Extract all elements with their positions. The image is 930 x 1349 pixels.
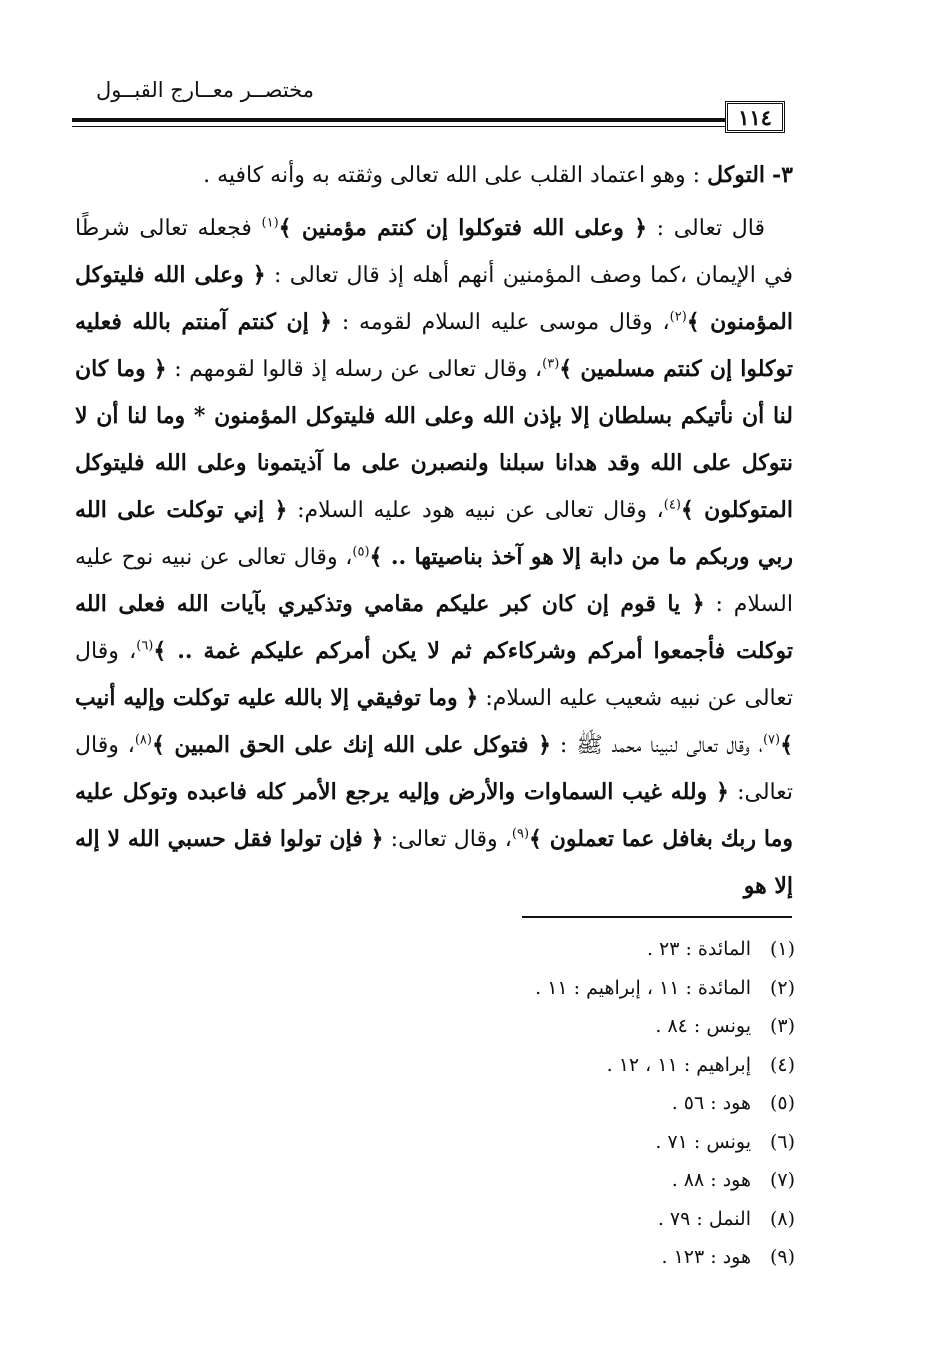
- definition-text: : وهو اعتماد القلب على الله تعالى وثقته به وأنه كافيه .: [203, 163, 701, 188]
- quran-verse: ﴿ إن كنتم آمنتم بالله فعليه توكلوا إن كنتم مسلمين ﴾: [75, 309, 794, 382]
- quran-verse: ﴿ فإن تولوا فقل حسبي الله لا إله إلا هو: [75, 826, 793, 899]
- footnote-text: النمل : ٧٩ .: [657, 1207, 751, 1230]
- text-segment: قال تعالى :: [647, 216, 766, 241]
- item-number: ٣-: [772, 162, 793, 188]
- footnote-item: [420, 1046, 795, 1085]
- quran-verse: ﴿ وعلى الله فتوكلوا إن كنتم مؤمنين ﴾: [278, 215, 648, 241]
- body-paragraph: [75, 205, 793, 910]
- quran-verse: ﴿ إني توكلت على الله ربي وربكم ما من دابة إلا هو آخذ بناصيتها .. ﴾: [75, 497, 793, 570]
- quran-verse: ﴿ وما توفيقي إلا بالله عليه توكلت وإليه أنيب ﴾: [75, 685, 793, 758]
- text-segment: ، وقال تعالى عن نبيه نوح عليه السلام :: [75, 545, 793, 617]
- footnote-text: المائدة : ٢٣ .: [646, 938, 751, 960]
- footnote-ref: (٧): [762, 732, 781, 748]
- footnote-ref: (٥): [352, 544, 370, 560]
- footnote-item: [420, 1123, 795, 1162]
- page-number: ١١٤: [725, 101, 785, 133]
- footnote-ref: (٩): [511, 826, 530, 842]
- text-segment: فجعله تعالى شرطًا في الإيمان ،كما وصف المؤمنين أنهم أهله إذ قال تعالى :: [75, 216, 793, 288]
- main-text: [75, 152, 793, 910]
- text-segment: ، وقال تعالى:: [75, 733, 793, 805]
- footnote-ref: (٨): [134, 732, 152, 748]
- footnote-ref: (٣): [542, 356, 560, 372]
- footnote-text: المائدة : ١١ ، إبراهيم : ١١ .: [535, 976, 751, 999]
- quran-verse: ﴿ ولله غيب السماوات والأرض وإليه يرجع الأمر كله فاعبده وتوكل عليه وما ربك بغافل عما تعملون ﴾: [75, 779, 794, 852]
- footnote-text: هود : ٨٨ .: [671, 1169, 751, 1191]
- footnote-ref: (٦): [136, 638, 154, 654]
- footnote-item: [420, 930, 795, 969]
- footnote-number: (٨): [769, 1207, 795, 1230]
- footnote-ref: (٢): [669, 309, 687, 325]
- text-segment: ، وقال تعالى عن رسله إذ قالوا لقومهم :: [166, 357, 543, 382]
- header-rule-thick: [72, 118, 728, 122]
- footnote-number: (٢): [769, 976, 795, 999]
- footnote-item: [420, 1238, 795, 1277]
- footnote-number: (٤): [769, 1053, 795, 1076]
- footnote-separator: [522, 916, 792, 918]
- footnote-item: [420, 1161, 795, 1200]
- footnote-item: [420, 969, 795, 1008]
- definition-term: التوكل: [707, 162, 766, 188]
- footnote-ref: (٤): [663, 497, 681, 513]
- footnote-text: يونس : ٧١ .: [655, 1130, 751, 1153]
- text-segment: ، وقال موسى عليه السلام لقومه :: [332, 310, 670, 335]
- quran-verse: ﴿ فتوكل على الله إنك على الحق المبين ﴾: [151, 732, 551, 758]
- footnote-number: (٥): [769, 1092, 795, 1114]
- running-header-title: مختصــر معــارج القبــول: [96, 78, 314, 102]
- footnote-ref: (١): [261, 215, 279, 231]
- quran-verse: ﴿ يا قوم إن كان كبر عليكم مقامي وتذكيري بآيات الله فعلى الله توكلت فأجمعوا أمركم وشركاءكم ثم لا يكن أمركم عليكم غمة .. ﴾: [75, 591, 794, 664]
- quran-verse: ﴿ وعلى الله فليتوكل المؤمنون ﴾: [75, 262, 793, 335]
- footnote-number: (٦): [769, 1130, 795, 1153]
- footnote-text: إبراهيم : ١١ ، ١٢ .: [606, 1053, 751, 1076]
- footnote-number: (١): [769, 938, 795, 960]
- text-segment: ، وقال تعالى عن نبيه هود عليه السلام:: [287, 498, 664, 523]
- footnote-item: [420, 1084, 795, 1123]
- footnote-number: (٩): [769, 1246, 795, 1268]
- quran-verse: ﴿ وما كان لنا أن نأتيكم بسلطان إلا بإذن الله وعلى الله فليتوكل المؤمنون * وما لنا أن لا نتوكل على الله وقد هدانا سبلنا ولنصبرن على ما آذيتمونا وعلى الله فليتوكل المتوكلون ﴾: [75, 356, 793, 523]
- footnote-text: يونس : ٨٤ .: [655, 1015, 751, 1037]
- footnote-text: هود : ١٢٣ .: [661, 1246, 751, 1268]
- footnote-item: [420, 1200, 795, 1239]
- text-segment: ، وقال تعالى لنبينا محمد ﷺ :: [550, 733, 763, 758]
- footnote-number: (٣): [769, 1015, 795, 1037]
- header-rule-thin: [72, 126, 728, 127]
- text-segment: ، وقال تعالى عن نبيه شعيب عليه السلام:: [75, 639, 793, 711]
- definition-line: [75, 152, 793, 199]
- footnote-number: (٧): [769, 1169, 795, 1191]
- text-segment: ، وقال تعالى:: [383, 827, 512, 852]
- footnotes-list: [420, 930, 795, 1277]
- footnote-text: هود : ٥٦ .: [671, 1092, 751, 1114]
- footnote-item: [420, 1007, 795, 1046]
